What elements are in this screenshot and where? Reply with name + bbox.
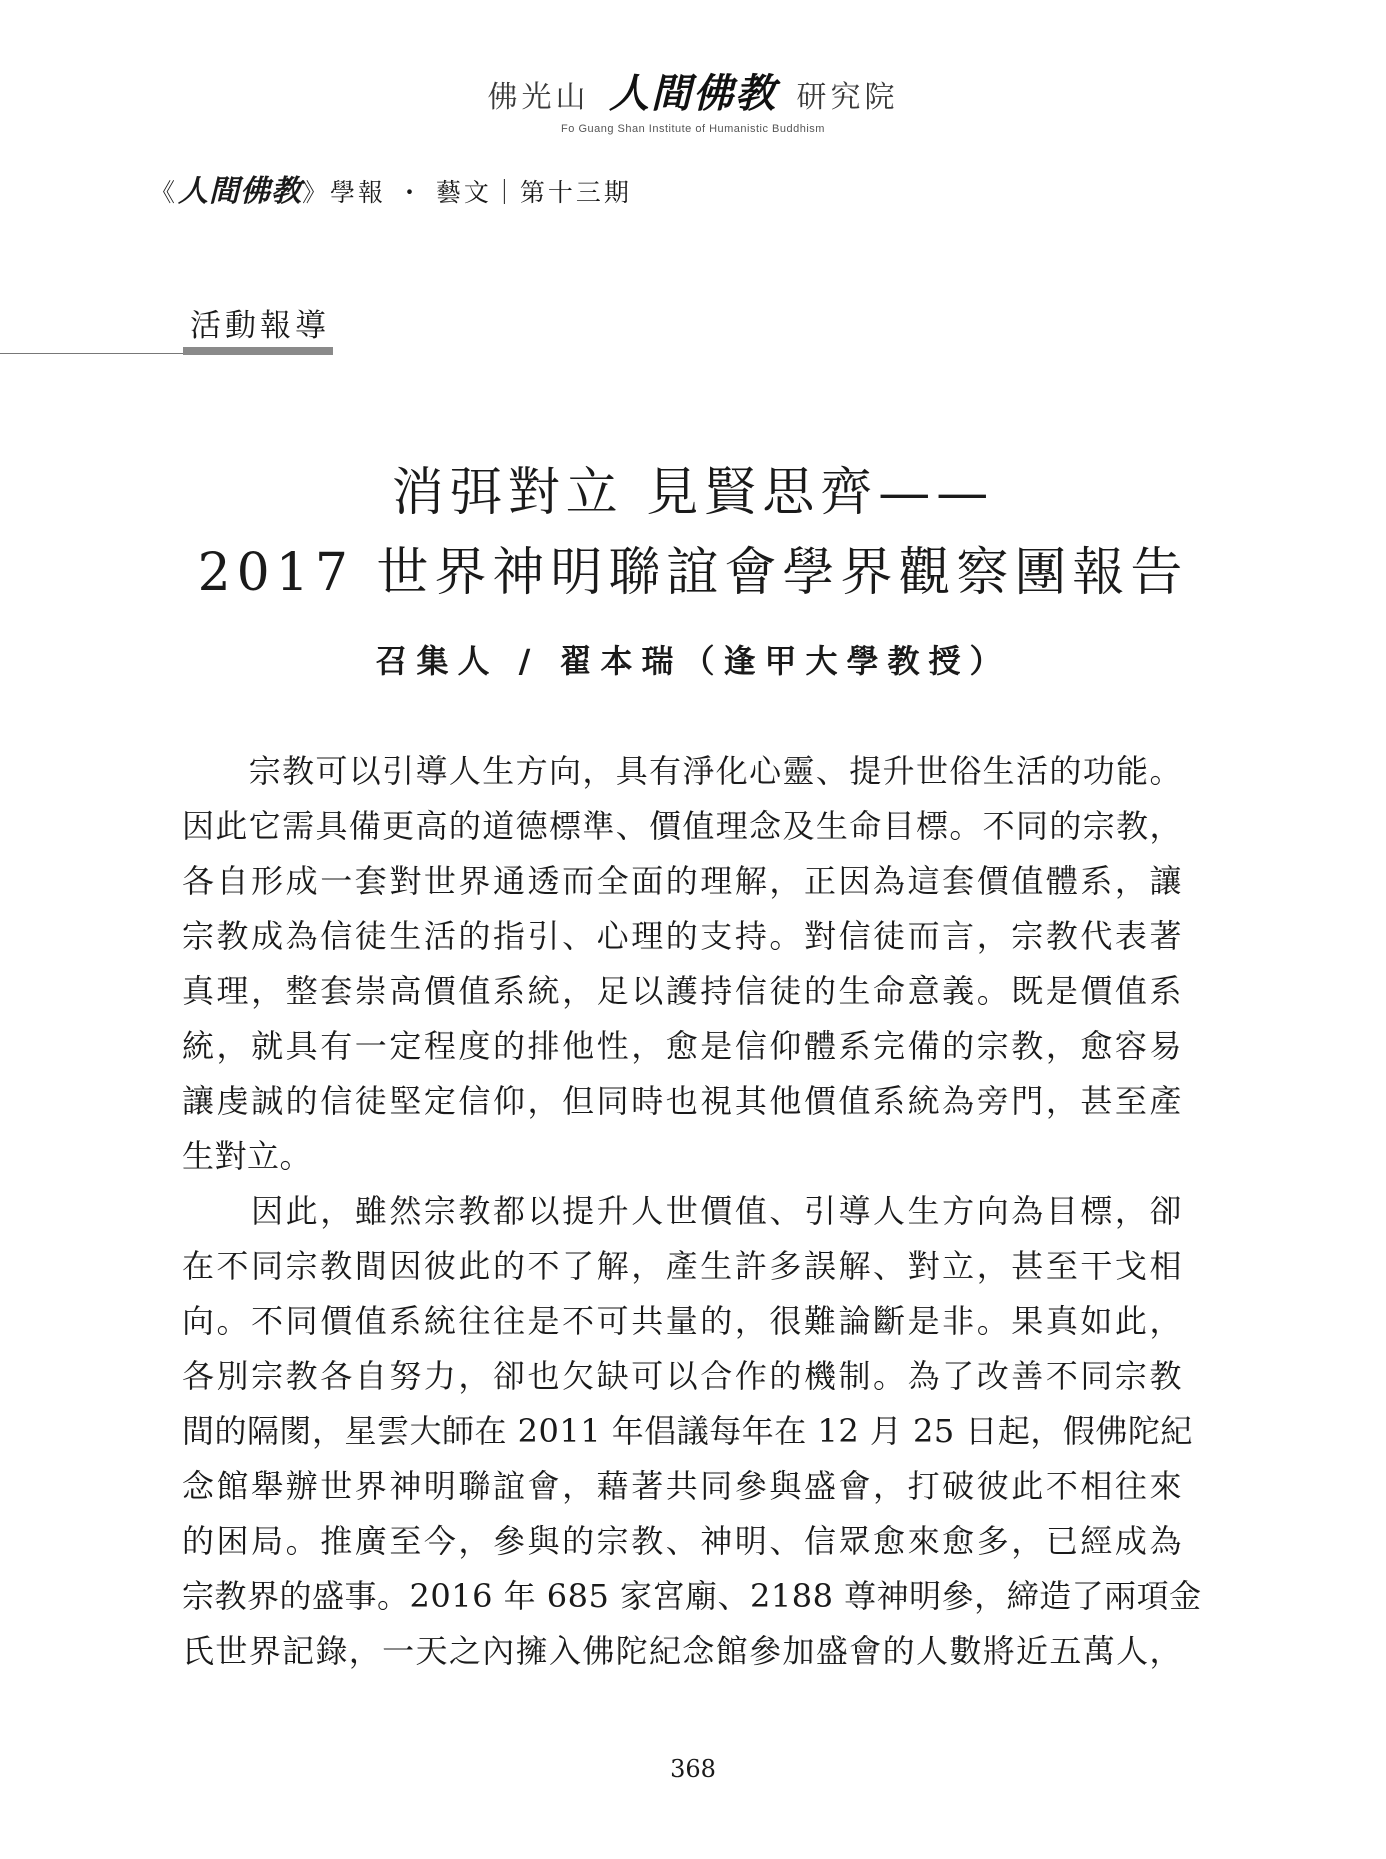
article-title-line-1: 消弭對立 見賢思齊——: [391, 463, 995, 523]
article-title-line-2: 2017 世界神明聯誼會學界觀察團報告: [197, 543, 1189, 603]
body-line: 宗教可以引導人生方向，具有淨化心靈、提升世俗生活的功能。: [182, 752, 1182, 790]
body-line: 生對立。: [182, 1137, 313, 1175]
body-line: 統，就具有一定程度的排他性，愈是信仰體系完備的宗教，愈容易: [182, 1027, 1182, 1065]
body-line: 宗教成為信徒生活的指引、心理的支持。對信徒而言，宗教代表著: [182, 917, 1182, 955]
article-author: 召集人 / 翟本瑞（逢甲大學教授）: [375, 642, 1011, 680]
body-line: 向。不同價值系統往往是不可共量的，很難論斷是非。果真如此，: [182, 1302, 1182, 1340]
institute-name: [0, 62, 1386, 119]
body-line: 的困局。推廣至今，參與的宗教、神明、信眾愈來愈多，已經成為: [182, 1522, 1182, 1560]
body-line: 氏世界記錄，一天之內擁入佛陀紀念館參加盛會的人數將近五萬人，: [182, 1632, 1182, 1670]
section-label: 活動報導: [190, 308, 330, 344]
body-line: 在不同宗教間因彼此的不了解，產生許多誤解、對立，甚至干戈相: [182, 1247, 1182, 1285]
body-line: 念館舉辦世界神明聯誼會，藉著共同參與盛會，打破彼此不相往來: [182, 1467, 1182, 1505]
body-line: 各自形成一套對世界通透而全面的理解，正因為這套價值體系，讓: [182, 862, 1182, 900]
institute-english-name: Fo Guang Shan Institute of Humanistic Buddhism: [561, 123, 825, 135]
institute-brand-logo: 人間佛教: [609, 70, 777, 117]
body-line: 間的隔閡，星雲大師在 2011 年倡議每年在 12 月 25 日起，假佛陀紀: [182, 1412, 1193, 1450]
article-body: [182, 744, 1202, 1679]
institute-header: [0, 62, 1386, 135]
journal-open-bracket: 《: [150, 178, 179, 207]
institute-suffix: 研究院: [796, 80, 899, 115]
journal-issue-info: 》學報 ・ 藝文｜第十三期: [302, 178, 632, 207]
body-line: 讓虔誠的信徒堅定信仰，但同時也視其他價值系統為旁門，甚至產: [182, 1082, 1182, 1120]
body-line: 因此它需具備更高的道德標準、價值理念及生命目標。不同的宗教，: [182, 807, 1182, 845]
body-line: 宗教界的盛事。2016 年 685 家宮廟、2188 尊神明參，締造了兩項金: [182, 1577, 1202, 1615]
body-line: 真理，整套崇高價值系統，足以護持信徒的生命意義。既是價值系: [182, 972, 1182, 1010]
body-line: 各別宗教各自努力，卻也欠缺可以合作的機制。為了改善不同宗教: [182, 1357, 1182, 1395]
section-underline-bar: [183, 347, 333, 355]
institute-prefix: 佛光山: [487, 80, 590, 115]
body-line: 因此，雖然宗教都以提升人世價值、引導人生方向為目標，卻: [182, 1192, 1182, 1230]
journal-running-head: [150, 166, 632, 210]
page-number: 368: [670, 1755, 716, 1783]
journal-brand-logo: 人間佛教: [178, 174, 303, 209]
